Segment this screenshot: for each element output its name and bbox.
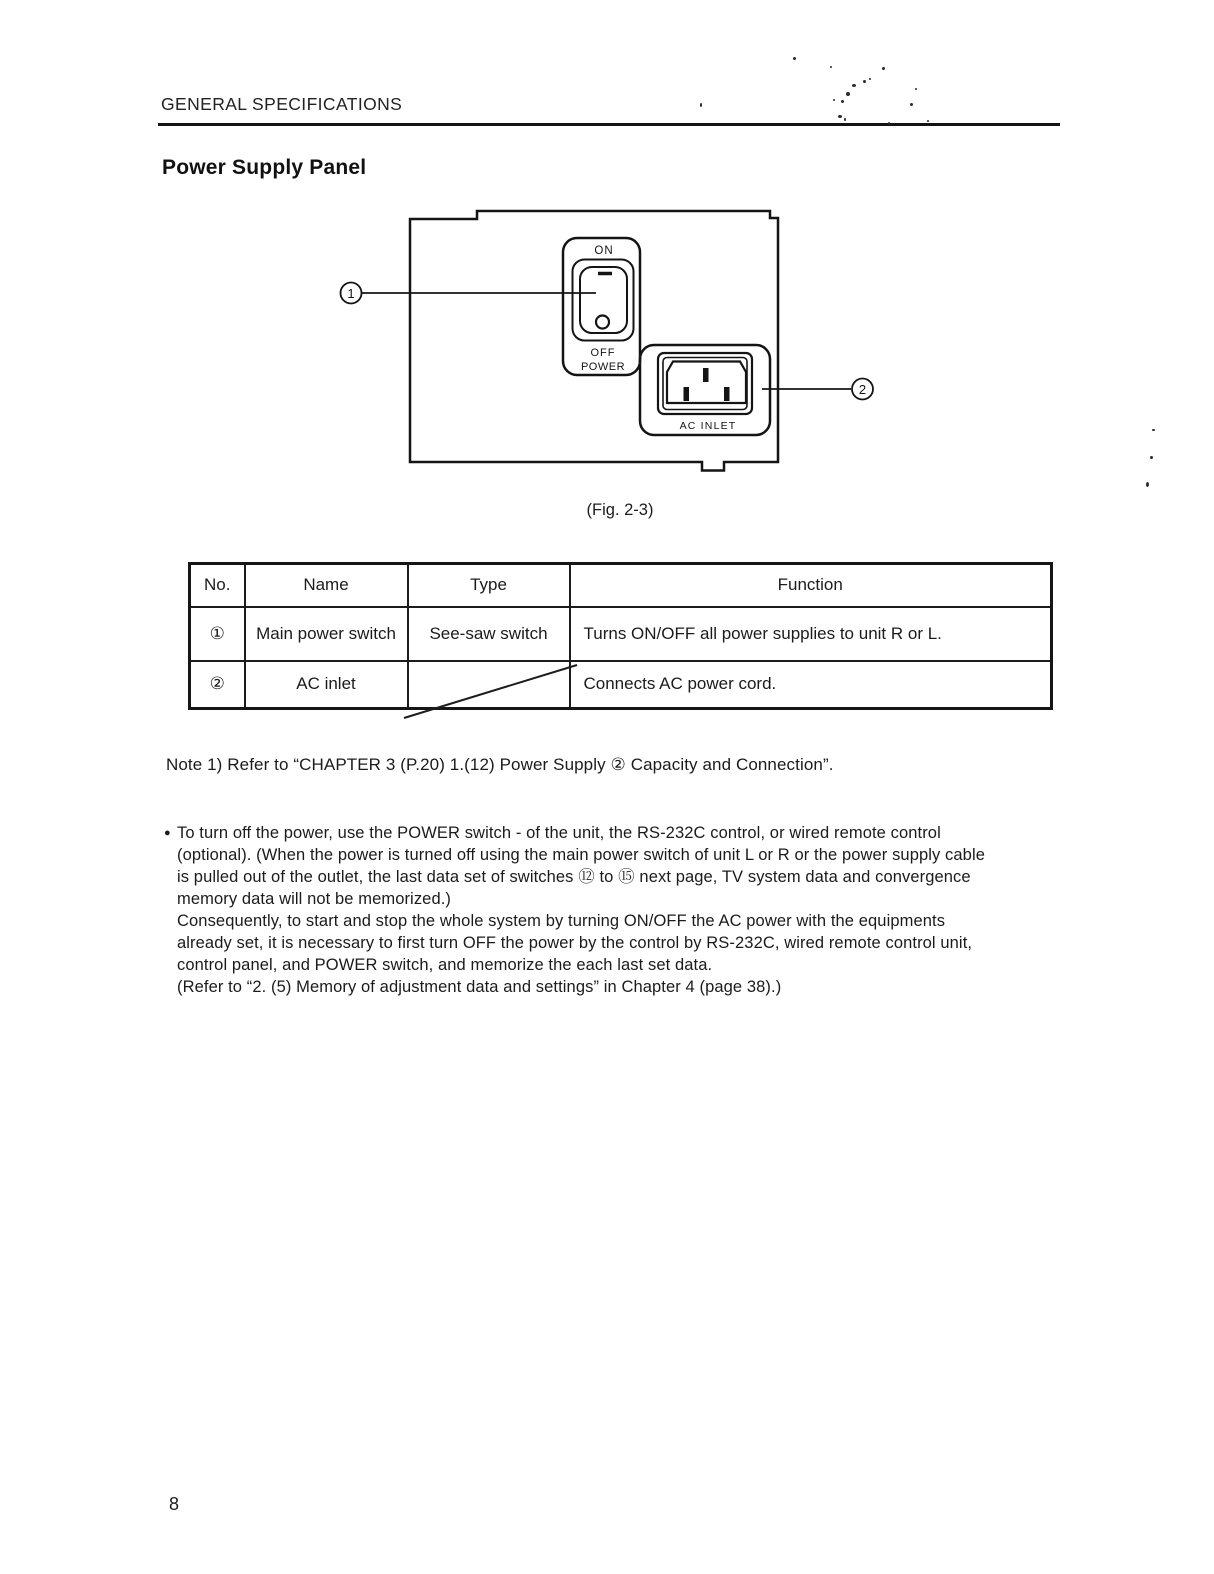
scan-speckle bbox=[1146, 482, 1149, 487]
callout-1-number: 1 bbox=[347, 286, 355, 301]
scan-speckle bbox=[793, 57, 796, 60]
col-header-function: Function bbox=[570, 564, 1052, 607]
inlet-pin-top-icon bbox=[703, 368, 709, 382]
scan-speckle bbox=[838, 115, 842, 118]
inlet-socket-shape bbox=[667, 362, 746, 404]
paragraph-line: To turn off the power, use the POWER switch - of the unit, the RS-232C control, or wired remote control bbox=[177, 824, 941, 842]
na-slash-icon bbox=[401, 652, 581, 722]
row2-function: Connects AC power cord. bbox=[570, 661, 1052, 709]
power-switch bbox=[563, 238, 640, 375]
scan-speckle bbox=[882, 67, 885, 70]
power-supply-panel-figure bbox=[330, 195, 910, 485]
col-header-name: Name bbox=[245, 564, 408, 607]
scan-speckle bbox=[1152, 429, 1155, 431]
scan-speckle bbox=[830, 66, 832, 68]
switch-on-label: ON bbox=[594, 245, 614, 257]
switch-rocker bbox=[580, 267, 627, 333]
figure-caption: (Fig. 2-3) bbox=[586, 501, 654, 519]
scan-speckle bbox=[844, 118, 846, 121]
scan-speckle bbox=[841, 100, 844, 103]
ac-inlet bbox=[640, 345, 770, 435]
scan-speckle bbox=[915, 88, 917, 90]
spec-table bbox=[188, 562, 1053, 710]
callout-2-number: 2 bbox=[858, 382, 867, 397]
row1-type: See-saw switch bbox=[408, 607, 570, 661]
row1-name: Main power switch bbox=[245, 607, 408, 661]
inlet-pin-left-icon bbox=[684, 387, 690, 401]
paragraph-line: (Refer to “2. (5) Memory of adjustment data and settings” in Chapter 4 (page 38).) bbox=[177, 978, 782, 996]
header-rule bbox=[158, 123, 1060, 126]
switch-power-label: POWER bbox=[580, 361, 626, 373]
scan-speckle bbox=[1150, 456, 1153, 459]
scan-speckle bbox=[927, 120, 929, 122]
callout-1 bbox=[341, 283, 597, 304]
paragraph-line: (optional). (When the power is turned off using the main power switch of unit L or R or the power supply cable bbox=[177, 846, 985, 864]
paragraph-line: already set, it is necessary to first turn OFF the power by the control by RS-232C, wired remote control unit, bbox=[177, 934, 973, 952]
col-header-no: No. bbox=[190, 564, 245, 607]
paragraph-line: memory data will not be memorized.) bbox=[177, 890, 452, 908]
page-title: Power Supply Panel bbox=[162, 156, 367, 179]
scan-speckle bbox=[869, 78, 871, 80]
row1-function: Turns ON/OFF all power supplies to unit R or L. bbox=[570, 607, 1052, 661]
col-header-type: Type bbox=[408, 564, 570, 607]
paragraph-line: Consequently, to start and stop the whole system by turning ON/OFF the AC power with the equipments bbox=[177, 912, 946, 930]
scan-speckle bbox=[846, 92, 850, 96]
table-row bbox=[190, 607, 1052, 661]
scan-speckle bbox=[863, 80, 866, 83]
ac-inlet-label: AC INLET bbox=[679, 420, 737, 432]
rocker-off-mark-icon bbox=[596, 316, 609, 329]
scan-speckle bbox=[910, 103, 913, 106]
inlet-pin-right-icon bbox=[724, 387, 730, 401]
scan-speckle bbox=[852, 84, 856, 87]
scan-speckle bbox=[700, 103, 702, 107]
running-header: GENERAL SPECIFICATIONS bbox=[161, 94, 403, 114]
scan-speckle bbox=[888, 122, 890, 125]
power-off-paragraph bbox=[166, 822, 985, 998]
table-row bbox=[190, 661, 1052, 709]
row2-name: AC inlet bbox=[245, 661, 408, 709]
panel-diagram bbox=[330, 195, 910, 485]
page-number: 8 bbox=[169, 1494, 180, 1514]
row2-no: ② bbox=[190, 661, 245, 709]
paragraph-line: control panel, and POWER switch, and memorize the each last set data. bbox=[177, 956, 713, 974]
row1-no: ① bbox=[190, 607, 245, 661]
row2-type-na bbox=[408, 661, 570, 709]
bullet-icon: ● bbox=[164, 827, 171, 839]
note-1: Note 1) Refer to “CHAPTER 3 (P.20) 1.(12) Power Supply ② Capacity and Connection”. bbox=[166, 755, 834, 774]
inlet-bezel-inner bbox=[663, 358, 747, 410]
paragraph-line: is pulled out of the outlet, the last data set of switches ⑫ to ⑮ next page, TV system data and convergence bbox=[177, 868, 971, 886]
switch-off-label: OFF bbox=[590, 347, 616, 359]
scan-speckle bbox=[833, 99, 835, 101]
table-header-row bbox=[190, 564, 1052, 607]
